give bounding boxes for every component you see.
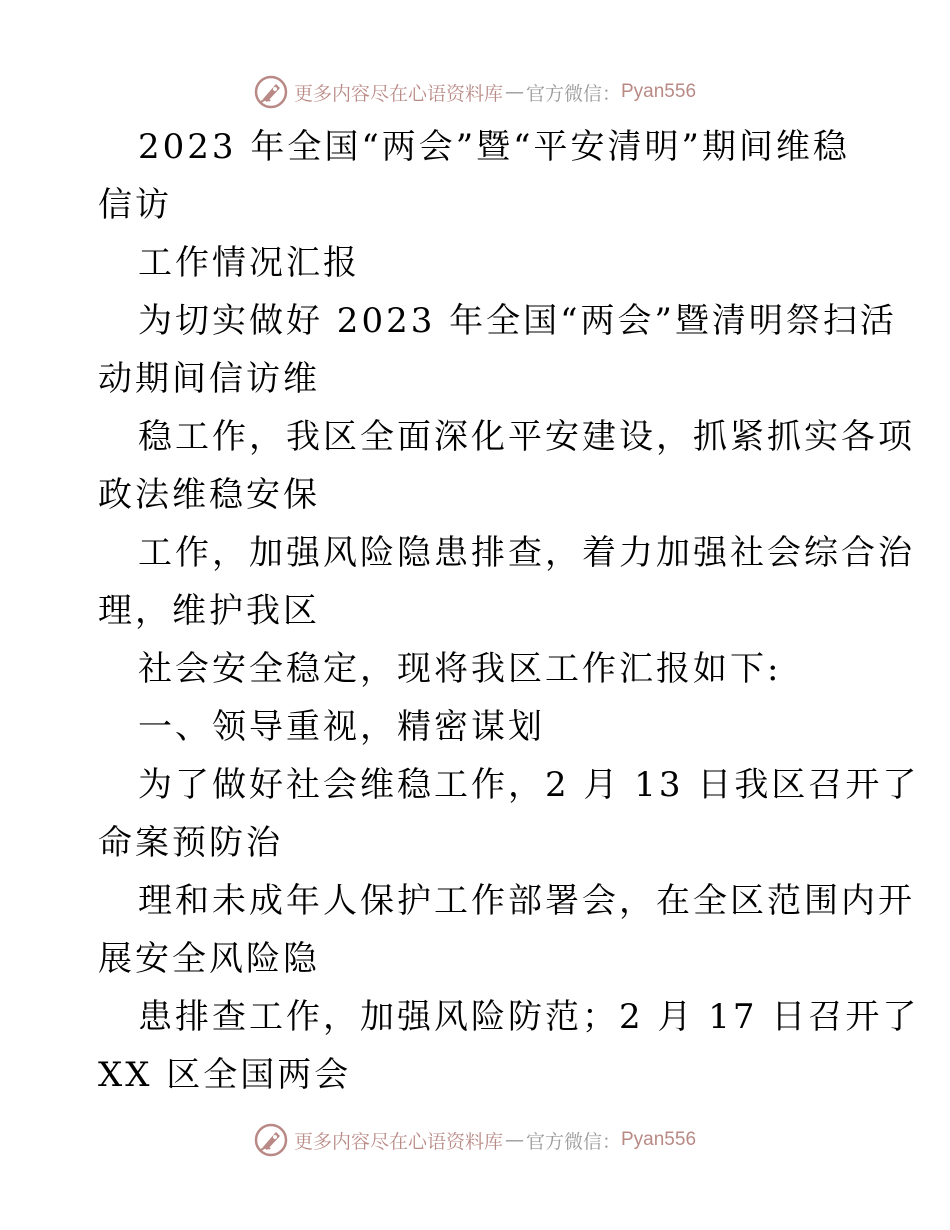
banner-wechat-label: 官方微信： [525,82,621,105]
doc-line: 信访 [98,185,172,225]
banner-title: 更多内容尽在心语资料库 [293,1130,503,1153]
doc-line: 为切实做好 2023 年全国“两会”暨清明祭扫活 [138,301,897,341]
banner-wechat-label: 官方微信： [525,1130,621,1153]
doc-line: 稳工作，我区全面深化平安建设，抓紧抓实各项 [138,417,915,457]
banner-wechat-id: Pyan556 [621,81,697,102]
doc-line: 动期间信访维 [98,359,320,399]
banner-separator: — [504,81,524,103]
doc-line: 理和未成年人保护工作部署会，在全区范围内开 [138,881,915,921]
section-heading: 一、领导重视，精密谋划 [138,707,545,747]
footer-watermark-banner [0,1120,950,1160]
doc-line: 患排查工作，加强风险防范；2 月 17 日召开了 [138,997,920,1037]
doc-line: 命案预防治 [98,823,283,863]
banner-title: 更多内容尽在心语资料库 [293,82,503,105]
header-watermark-banner [0,72,950,112]
banner-wechat-id: Pyan556 [621,1129,697,1150]
pen-nib-logo-icon [254,75,288,109]
doc-line: 为了做好社会维稳工作，2 月 13 日我区召开了 [138,765,920,805]
doc-line: 政法维稳安保 [98,475,320,515]
doc-line: XX 区全国两会 [98,1055,352,1095]
doc-line: 工作，加强风险隐患排查，着力加强社会综合治 [138,533,915,573]
doc-line: 2023 年全国“两会”暨“平安清明”期间维稳 [138,127,850,167]
doc-line: 展安全风险隐 [98,939,320,979]
banner-separator: — [504,1129,524,1151]
doc-line: 工作情况汇报 [138,243,360,283]
doc-line: 社会安全稳定，现将我区工作汇报如下: [138,649,782,689]
doc-line: 理，维护我区 [98,591,320,631]
pen-nib-logo-icon [254,1123,288,1157]
